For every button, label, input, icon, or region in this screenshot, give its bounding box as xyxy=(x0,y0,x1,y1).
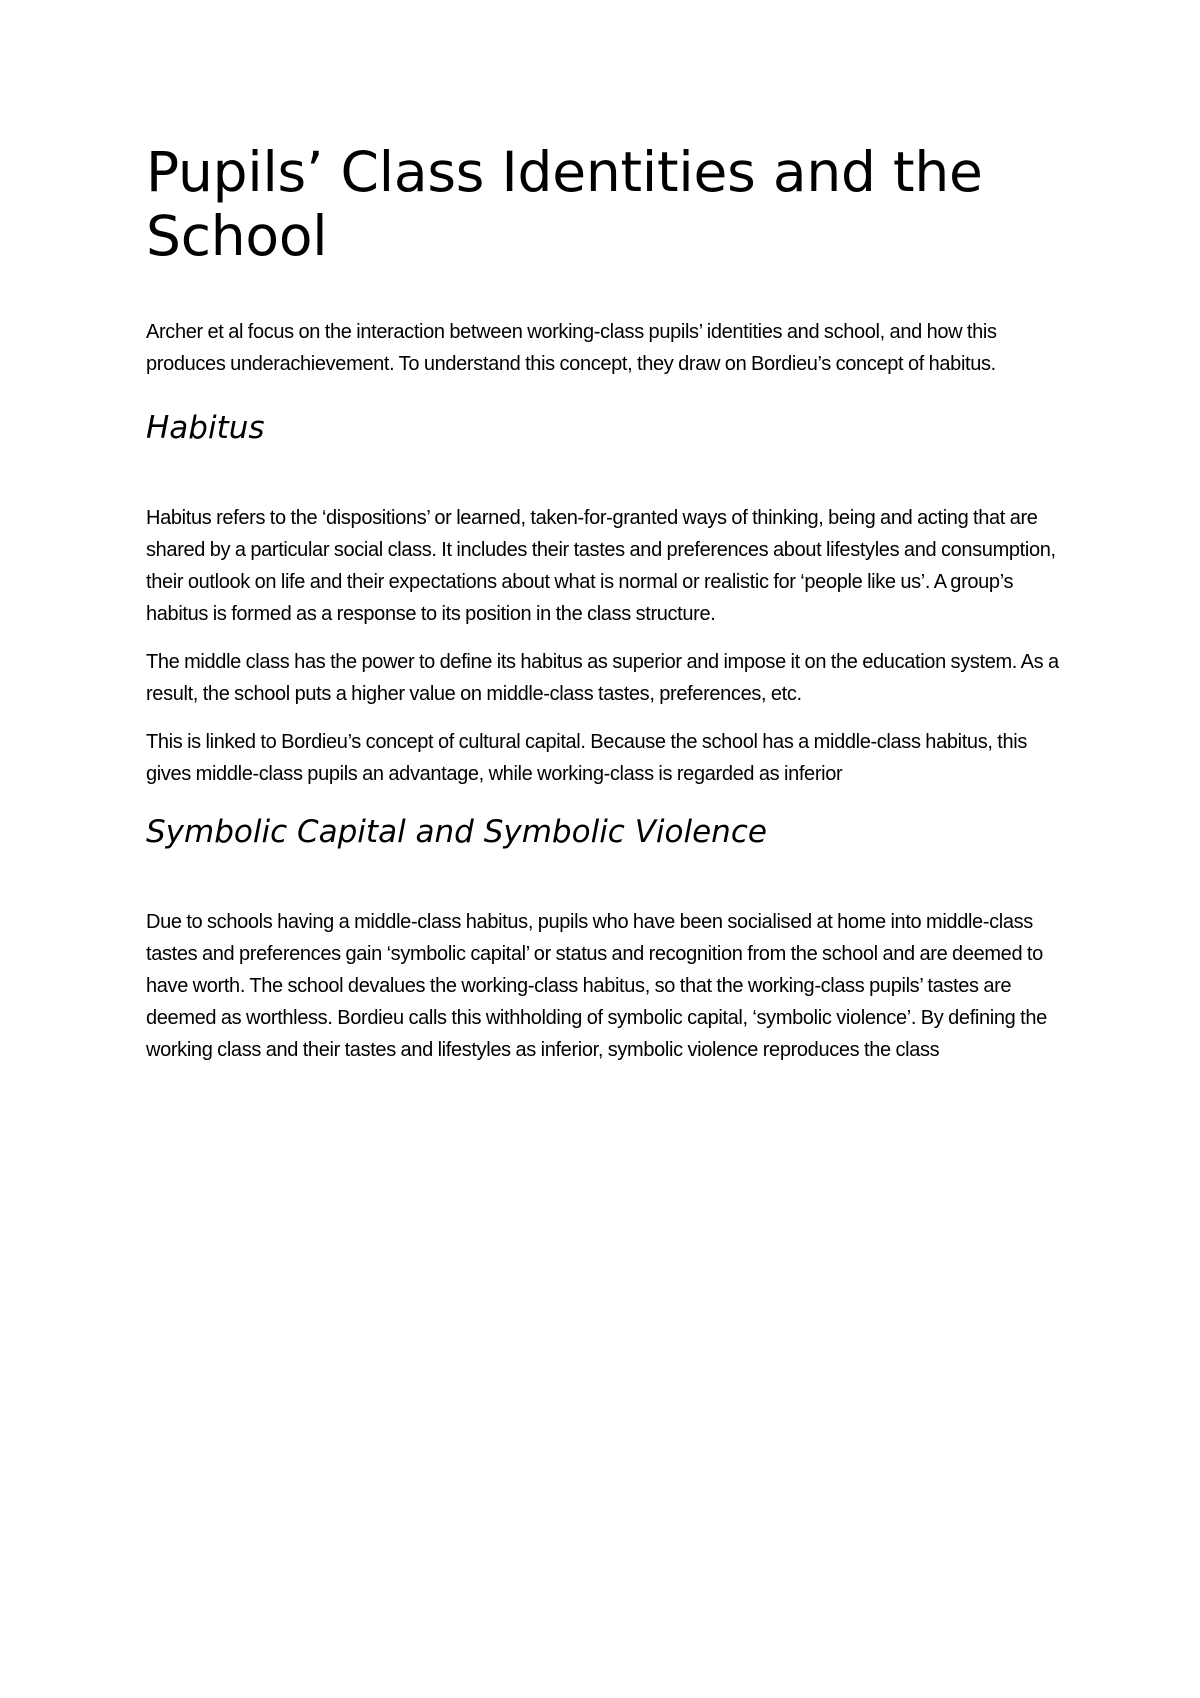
section-heading-symbolic-capital: Symbolic Capital and Symbolic Violence xyxy=(146,814,767,850)
section-heading-habitus: Habitus xyxy=(146,410,265,446)
habitus-paragraph-3: This is linked to Bordieu’s concept of cultural capital. Because the school has a middle-class habitus, this gives middle-class pupils an advantage, while working-class is regarded as inferior xyxy=(146,731,1027,785)
document-title: Pupils’ Class Identities and the School xyxy=(146,140,983,268)
habitus-paragraph-2: The middle class has the power to define its habitus as superior and impose it on the education system. As a result, the school puts a higher value on middle-class tastes, preferences, etc. xyxy=(146,651,1059,705)
intro-paragraph: Archer et al focus on the interaction between working-class pupils’ identities and school, and how this produces underachievement. To understand this concept, they draw on Bordieu’s concept of habitus. xyxy=(146,321,997,375)
symbolic-capital-paragraph-1: Due to schools having a middle-class habitus, pupils who have been socialised at home into middle-class tastes and preferences gain ‘symbolic capital’ or status and recognition from the school and are deemed to have worth. The school devalues the working-class habitus, so that the working-class pupils’ tastes are deemed as worthless. Bordieu calls this withholding of symbolic capital, ‘symbolic violence’. By defining the working class and their tastes and lifestyles as inferior, symbolic violence reproduces the class xyxy=(146,911,1047,1061)
document-page xyxy=(146,140,1076,1066)
habitus-paragraph-1: Habitus refers to the ‘dispositions’ or learned, taken-for-granted ways of thinking, being and acting that are shared by a particular social class. It includes their tastes and preferences about lifestyles and consumption, their outlook on life and their expectations about what is normal or realistic for ‘people like us’. A group’s habitus is formed as a response to its position in the class structure. xyxy=(146,507,1056,625)
